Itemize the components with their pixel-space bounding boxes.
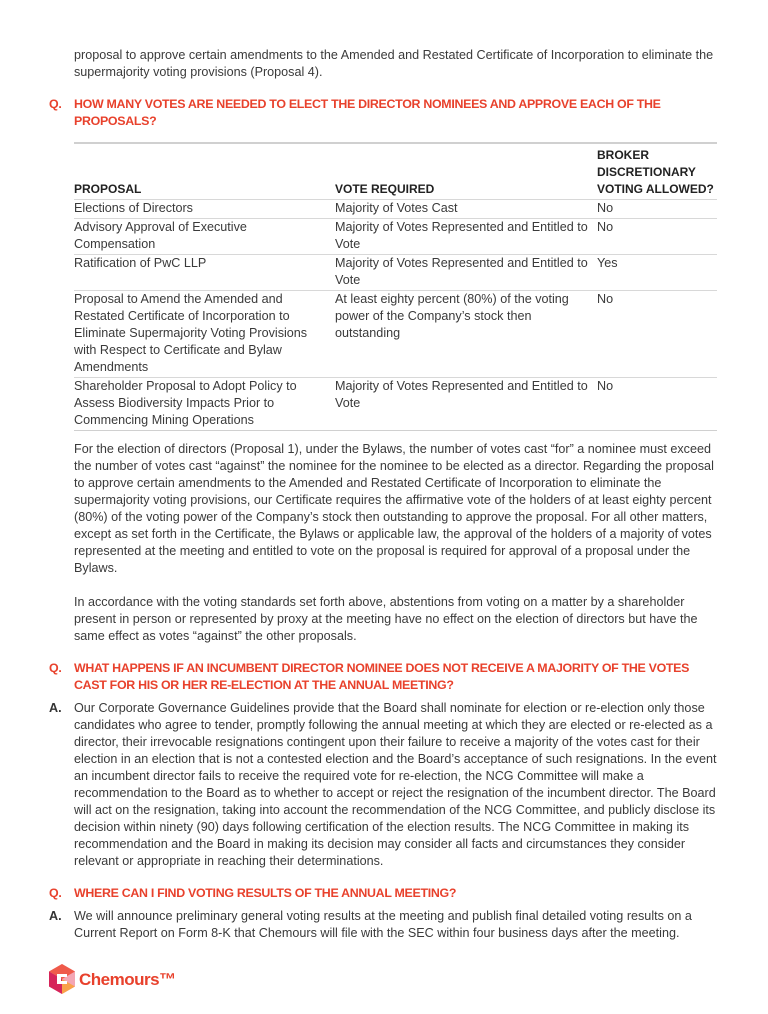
table-row (74, 378, 717, 431)
table-row (74, 219, 717, 255)
question-votes-needed (49, 96, 720, 130)
col-vote-required: VOTE REQUIRED (335, 182, 435, 196)
broker-cell: No (597, 219, 717, 255)
q-text: WHERE CAN I FIND VOTING RESULTS OF THE ANNUAL MEETING? (74, 886, 457, 900)
voting-table (74, 142, 717, 431)
proposal-cell: Shareholder Proposal to Adopt Policy to Assess Biodiversity Impacts Prior to Commencing Mining Operations (74, 378, 335, 431)
logo-wordmark: Chemours™ (79, 969, 176, 989)
a-text: We will announce preliminary general voting results at the meeting and publish final detailed voting results on a Current Report on Form 8-K that Chemours will file with the SEC within four business days after the meeting. (74, 909, 692, 940)
table-row (74, 200, 717, 219)
intro-paragraph: proposal to approve certain amendments to the Amended and Restated Certificate of Incorporation to eliminate the supermajority voting provisions (Proposal 4). (74, 48, 714, 79)
table-row (74, 255, 717, 291)
q-text: HOW MANY VOTES ARE NEEDED TO ELECT THE DIRECTOR NOMINEES AND APPROVE EACH OF THE PROPOSALS? (74, 97, 661, 128)
q-text: WHAT HAPPENS IF AN INCUMBENT DIRECTOR NOMINEE DOES NOT RECEIVE A MAJORITY OF THE VOTES CAST FOR HIS OR HER RE-ELECTION AT THE ANNUAL MEETING? (74, 661, 690, 692)
broker-cell: No (597, 291, 717, 378)
question-results (49, 885, 720, 902)
q-label: Q. (49, 886, 62, 900)
col-broker: BROKER DISCRETIONARY VOTING ALLOWED? (597, 148, 714, 196)
table-header-row (74, 143, 717, 200)
col-proposal: PROPOSAL (74, 182, 142, 196)
q-label: Q. (49, 661, 62, 675)
a-label: A. (49, 701, 62, 715)
table-row (74, 291, 717, 378)
vote-required-cell: Majority of Votes Cast (335, 200, 597, 219)
answer-incumbent (49, 700, 720, 870)
proposal-cell: Proposal to Amend the Amended and Restated Certificate of Incorporation to Eliminate Supermajority Voting Provisions with Respect to Certificate and Bylaw Amendments (74, 291, 335, 378)
chemours-logo-icon (49, 964, 75, 994)
abstentions-paragraph: In accordance with the voting standards set forth above, abstentions from voting on a matter by a shareholder present in person or represented by proxy at the meeting have no effect on the election of directors but have the same effect as votes “against” the other proposals. (74, 595, 698, 643)
broker-cell: Yes (597, 255, 717, 291)
q-label: Q. (49, 97, 62, 111)
election-paragraph: For the election of directors (Proposal 1), under the Bylaws, the number of votes cast “for” a nominee must exceed the number of votes cast “against” the nominee for the nominee to be elected as a director. Regarding the proposal to approve certain amendments to the Amended and Restated Certificate of Incorporation to eliminate the supermajority voting provisions, our Certificate requires the affirmative vote of the holders of at least eighty percent (80%) of the voting power of the Company’s stock then outstanding to approve the proposal. For all other matters, except as set forth in the Certificate, the Bylaws or applicable law, the approval of the holders of a majority of votes represented at the meeting and entitled to vote on the proposal is required for approval of a proposal under the Bylaws. (74, 442, 714, 575)
broker-cell: No (597, 200, 717, 219)
vote-required-cell: Majority of Votes Represented and Entitled to Vote (335, 219, 597, 255)
question-incumbent (49, 660, 720, 694)
a-text: Our Corporate Governance Guidelines provide that the Board shall nominate for election or re-election only those candidates who agree to tender, promptly following the annual meeting at which they are elected or re-elected as a director, their irrevocable resignations contingent upon their failure to receive a majority of the votes cast for their election in an election that is not a contested election and the Board’s acceptance of such resignations. In the event an incumbent director fails to receive the required vote for re-election, the NCG Committee will make a recommendation to the Board as to whether to accept or reject the resignation of the incumbent director. The Board will act on the resignation, taking into account the recommendation of the NCG Committee, and publicly disclose its decision within ninety (90) days following certification of the election results. The NCG Committee in making its recommendation and the Board in making its decision may consider all facts and circumstances they consider relevant or appropriate in reaching their determinations. (74, 701, 717, 868)
proposal-cell: Advisory Approval of Executive Compensation (74, 219, 335, 255)
broker-cell: No (597, 378, 717, 431)
a-label: A. (49, 909, 62, 923)
chemours-logo (49, 964, 720, 994)
answer-results (49, 908, 720, 942)
vote-required-cell: Majority of Votes Represented and Entitled to Vote (335, 255, 597, 291)
proposal-cell: Ratification of PwC LLP (74, 255, 335, 291)
proposal-cell: Elections of Directors (74, 200, 335, 219)
vote-required-cell: Majority of Votes Represented and Entitled to Vote (335, 378, 597, 431)
vote-required-cell: At least eighty percent (80%) of the voting power of the Company’s stock then outstanding (335, 291, 597, 378)
